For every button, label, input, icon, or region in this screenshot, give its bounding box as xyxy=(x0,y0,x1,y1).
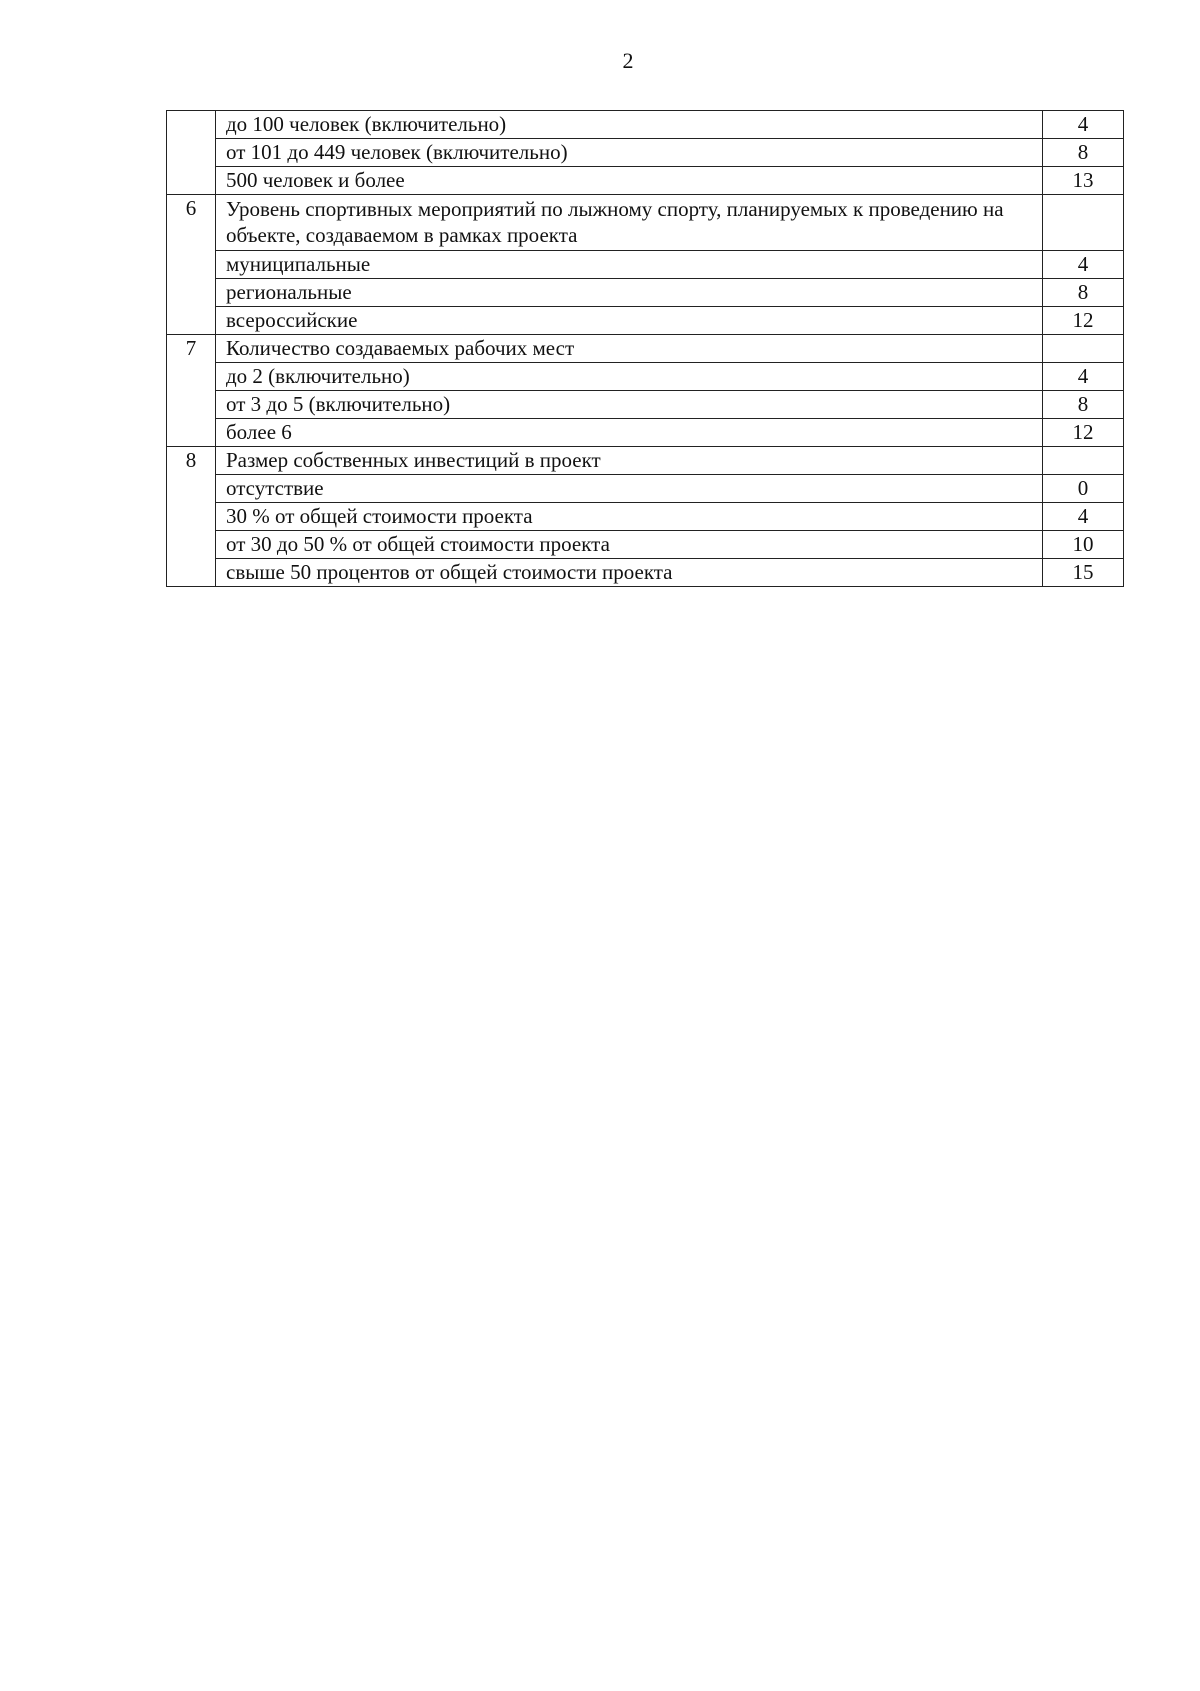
option-text: от 3 до 5 (включительно) xyxy=(216,391,1043,419)
table-row xyxy=(167,307,1124,335)
option-score: 4 xyxy=(1043,363,1124,391)
table-row xyxy=(167,167,1124,195)
criteria-table xyxy=(166,110,1124,587)
option-score: 8 xyxy=(1043,391,1124,419)
criterion-header: Размер собственных инвестиций в проект xyxy=(216,447,1043,475)
option-text: до 100 человек (включительно) xyxy=(216,111,1043,139)
table-row xyxy=(167,251,1124,279)
option-text: свыше 50 процентов от общей стоимости проекта xyxy=(216,559,1043,587)
table-row xyxy=(167,419,1124,447)
criterion-header-score xyxy=(1043,335,1124,363)
page-number: 2 xyxy=(622,48,634,73)
option-text: от 30 до 50 % от общей стоимости проекта xyxy=(216,531,1043,559)
option-score: 10 xyxy=(1043,531,1124,559)
criterion-number-cell: 8 xyxy=(167,447,216,587)
table-row xyxy=(167,391,1124,419)
option-score: 4 xyxy=(1043,251,1124,279)
criterion-header-score xyxy=(1043,195,1124,251)
option-text: до 2 (включительно) xyxy=(216,363,1043,391)
table-row xyxy=(167,139,1124,167)
criterion-header: Уровень спортивных мероприятий по лыжному спорту, планируемых к проведению на объекте, создаваемом в рамках проекта xyxy=(216,195,1043,251)
option-text: 500 человек и более xyxy=(216,167,1043,195)
option-score: 12 xyxy=(1043,307,1124,335)
table-row xyxy=(167,335,1124,363)
option-score: 0 xyxy=(1043,475,1124,503)
table-row xyxy=(167,503,1124,531)
option-score: 4 xyxy=(1043,503,1124,531)
table-row xyxy=(167,195,1124,251)
table-row xyxy=(167,447,1124,475)
table-row xyxy=(167,559,1124,587)
option-score: 8 xyxy=(1043,279,1124,307)
option-score: 13 xyxy=(1043,167,1124,195)
option-text: отсутствие xyxy=(216,475,1043,503)
option-score: 15 xyxy=(1043,559,1124,587)
table-row xyxy=(167,111,1124,139)
option-score: 4 xyxy=(1043,111,1124,139)
criterion-header-score xyxy=(1043,447,1124,475)
option-score: 8 xyxy=(1043,139,1124,167)
option-text: региональные xyxy=(216,279,1043,307)
table-row xyxy=(167,279,1124,307)
option-text: 30 % от общей стоимости проекта xyxy=(216,503,1043,531)
criterion-number-cell: 7 xyxy=(167,335,216,447)
option-score: 12 xyxy=(1043,419,1124,447)
criterion-number-cell xyxy=(167,111,216,195)
option-text: всероссийские xyxy=(216,307,1043,335)
option-text: муниципальные xyxy=(216,251,1043,279)
criterion-header: Количество создаваемых рабочих мест xyxy=(216,335,1043,363)
option-text: более 6 xyxy=(216,419,1043,447)
criterion-number-cell: 6 xyxy=(167,195,216,335)
option-text: от 101 до 449 человек (включительно) xyxy=(216,139,1043,167)
table-row xyxy=(167,531,1124,559)
table-row xyxy=(167,475,1124,503)
table-row xyxy=(167,363,1124,391)
